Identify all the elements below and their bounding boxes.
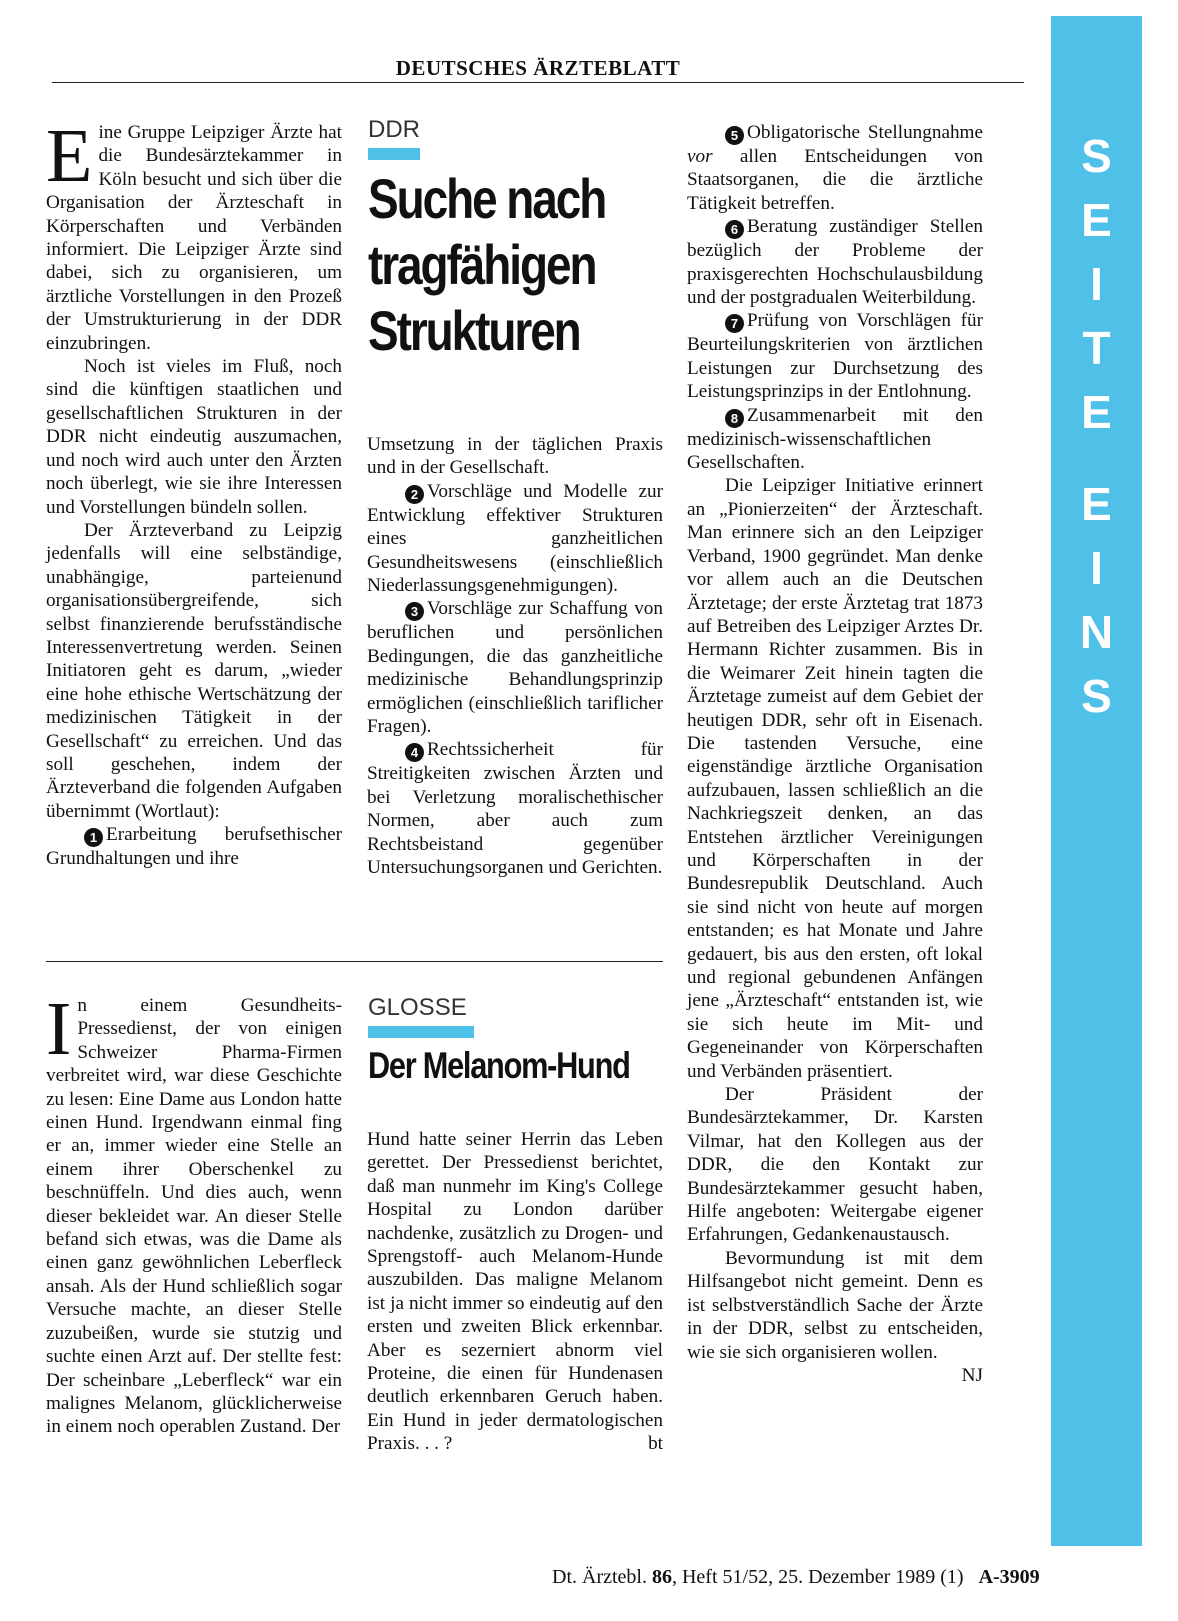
sidebar-letter: I [1090,258,1103,310]
sidebar-letter: S [1081,130,1112,182]
article2-rubric: GLOSSE [368,994,467,1021]
drop-cap: E [46,114,93,198]
article1-paragraph: Die Leipziger Initiative erinnert an „Pionierzeiten“ der Ärzteschaft. Man erinnere sich an den Leipziger Verband, 1900 gegründet. Man denke vor allem auch an die Deutschen Ärztetage; der erste Ärztetag trat 1873 auf Betreiben des Leipziger Arztes Dr. Hermann Richter zusammen. Bis in die Weimarer Zeit hinein tagten die Ärztetage zumeist auf dem Gebiet der heutigen DDR, sehr oft in Eisenach. Die tastenden Versuche, eine eigenständige ärztliche Organisation aufzubauen, lassen schließlich an die Nachkriegszeit denken, an das Entstehen ärztlicher Vereinigungen und Körperschaften in der Bundesrepublik Deutschland. Auch sie sind nicht von heute auf morgen entstanden; es hat Monate und Jahre gedauert, bis aus den ersten, oft lokal und regional gebundenen Anfängen jene „Ärzteschaft“ entstanden ist, wie sie sich heute im Mit- und Gegeneinander von Körperschaften und Verbänden präsentiert. [687,475,983,1082]
headline-line: Suche nach [368,167,606,230]
number-3-icon: 3 [405,602,424,621]
sidebar-letter: I [1090,542,1103,594]
section-sidebar [1051,16,1142,1546]
article1-col1 [46,114,342,871]
article2-header [368,994,668,1088]
number-1-icon: 1 [84,828,103,847]
article1-paragraph: Der Präsident der Bundesärztekammer, Dr. Karsten Vilmar, hat den Kollegen aus der DDR, die den Kontakt zur Bundesärztekammer gesucht haben, Hilfe angeboten: Weitergabe eigener Erfahrungen, Gedankenaustausch. [687,1084,983,1246]
rubric-bar [368,148,420,160]
list-item-3: 3 Vorschläge zur Schaffung von beruflichen und persönlichen Bedingungen, die das ganzheitliche medizinische Behandlungsprinzip ermöglichen (einschließlich tariflicher Fragen). [367,598,663,738]
article1-paragraph: Bevormundung ist mit dem Hilfsangebot nicht gemeint. Denn es ist selbstverständlich Sache der Ärzte in der DDR, selbst zu entscheiden, wie sie sich organisieren wollen. NJ [687,1247,983,1386]
article2-headline: Der Melanom-Hund [368,1045,630,1086]
article1-header [368,116,668,364]
article1-signoff: NJ [961,1364,983,1386]
article2-paragraph: Hund hatte seiner Herrin das Leben gerettet. Der Pressedienst berichtet, daß man nunmehr im King's College Hospital zu London darüber nachdenke, zusätzlich zu Drogen- und Sprengstoff- auch Melanom-Hunde auszubilden. Das maligne Melanom ist ja nicht immer so eindeutig auf den ersten und zweiten Blick erkennbar. Aber es sezerniert abnorm viel Proteine, die einen für Hundenasen deutlich erkennbaren Geruch haben. Ein Hund in jeder dermatologischen Praxis. . . ? bt [367,1129,663,1455]
sidebar-letter: N [1079,606,1114,658]
sidebar-label [1051,124,1142,728]
article1-paragraph: Der Ärzteverband zu Leipzig jedenfalls will eine selbständige, unabhängige, parteienund organisationsübergreifende, sich selbst finanzierende berufsständische Interessenvertretung werden. Seinen Initiatoren geht es darum, „wieder eine hohe ethische Wertschätzung der medizinischen Tätigkeit in der Gesellschaft“ zu erreichen. Und das soll geschehen, indem der Ärzteverband die folgenden Aufgaben übernimmt (Wortlaut): [46,519,342,822]
article2-lead-paragraph: In einem Gesundheits-Pressedienst, der von einigen Schweizer Pharma-Firmen verbreitet wird, war diese Geschichte zu lesen: Eine Dame aus London hatte einen Hund. Irgendwann einmal fing er an, immer wieder eine Stelle an einem ihrer Oberschenkel zu beschnüffeln. Und dies auch, wenn dieser bekleidet war. An dieser Stelle befand sich etwas, was die Dame als einen ganz gewöhnlichen Leberfleck ansah. Als der Hund schließlich sogar Versuche machte, an dieser Stelle zuzubeißen, wurde sie stutzig und suchte einen Arzt auf. Der stellte fest: Der scheinbare „Leberfleck“ war ein malignes Melanom, glücklicherweise in einem noch operablen Zustand. Der [46,987,342,1438]
article1-col2 [367,433,663,880]
list-item-5: 5 Obligatorische Stellungnahme vor allen Entscheidungen von Staatsorganen, die die ärztliche Tätigkeit betreffen. [687,122,983,214]
sidebar-letter: E [1081,478,1112,530]
number-8-icon: 8 [725,409,744,428]
sidebar-letter: T [1082,322,1111,374]
article1-rubric: DDR [368,116,420,143]
sidebar-letter: E [1081,194,1112,246]
page-number: A-3909 [978,1566,1040,1588]
article2-signoff: bt [648,1433,663,1455]
number-2-icon: 2 [405,485,424,504]
headline-line: Strukturen [368,299,580,362]
number-4-icon: 4 [405,743,424,762]
article1-headline [368,166,668,364]
number-6-icon: 6 [725,220,744,239]
section-divider [46,961,663,962]
article2-col1 [46,987,342,1439]
number-5-icon: 5 [725,126,744,145]
article1-paragraph: Noch ist vieles im Fluß, noch sind die künftigen staatlichen und gesellschaftlichen Strukturen in der DDR nicht eindeutig auszumachen, und noch wird auch unter den Ärzten noch überlegt, wie sie ihre Interessen und Vorstellungen bündeln sollen. [46,356,342,518]
list-item-6: 6 Beratung zuständiger Stellen bezüglich der Probleme der praxisgerechten Hochschulausbildung und der postgradualen Weiterbildung. [687,216,983,309]
list-item-7: 7 Prüfung von Vorschlägen für Beurteilungskriterien von ärztlichen Leistungen zur Durchsetzung des Leistungsprinzips in der Entlohnung. [687,310,983,403]
sidebar-letter: E [1081,386,1112,438]
list-item-1: 1 Erarbeitung berufsethischer Grundhaltungen und ihre [46,824,342,870]
list-item-8: 8 Zusammenarbeit mit den medizinisch-wissenschaftlichen Gesellschaften. [687,404,983,474]
list-item-2: 2 Vorschläge und Modelle zur Entwicklung effektiver Strukturen eines ganzheitlichen Gesundheitswesens (einschließlich Niederlassungsgenehmigungen). [367,480,663,597]
drop-cap: I [46,987,72,1071]
page-footer: Dt. Ärztebl. 86, Heft 51/52, 25. Dezember 1989 (1) A-3909 [552,1566,1040,1588]
list-item-4: 4 Rechtssicherheit für Streitigkeiten zwischen Ärzten und bei Verletzung moralischethischer Normen, aber auch zum Rechtsbeistand gegenüber Untersuchungsorganen und Gerichten. [367,739,663,879]
masthead: DEUTSCHES ÄRZTEBLATT [52,56,1024,83]
rubric-bar [368,1026,474,1038]
sidebar-letter: S [1081,670,1112,722]
sidebar-letter [1051,444,1142,472]
article1-lead-paragraph: Eine Gruppe Leipziger Ärzte hat die Bundesärztekammer in Köln besucht und sich über die Organisation der Ärzteschaft in Körperschaften und Verbänden informiert. Die Leipziger Ärzte sind dabei, sich zu organisieren, um ärztliche Vorstellungen in den Prozeß der Umstrukturierung in der DDR einzubringen. [46,114,342,354]
headline-line: tragfähigen [368,233,596,296]
article1-col3 [687,121,983,1387]
article2-col2 [367,1128,663,1456]
article1-continuation: Umsetzung in der täglichen Praxis und in der Gesellschaft. [367,434,663,479]
number-7-icon: 7 [725,314,744,333]
